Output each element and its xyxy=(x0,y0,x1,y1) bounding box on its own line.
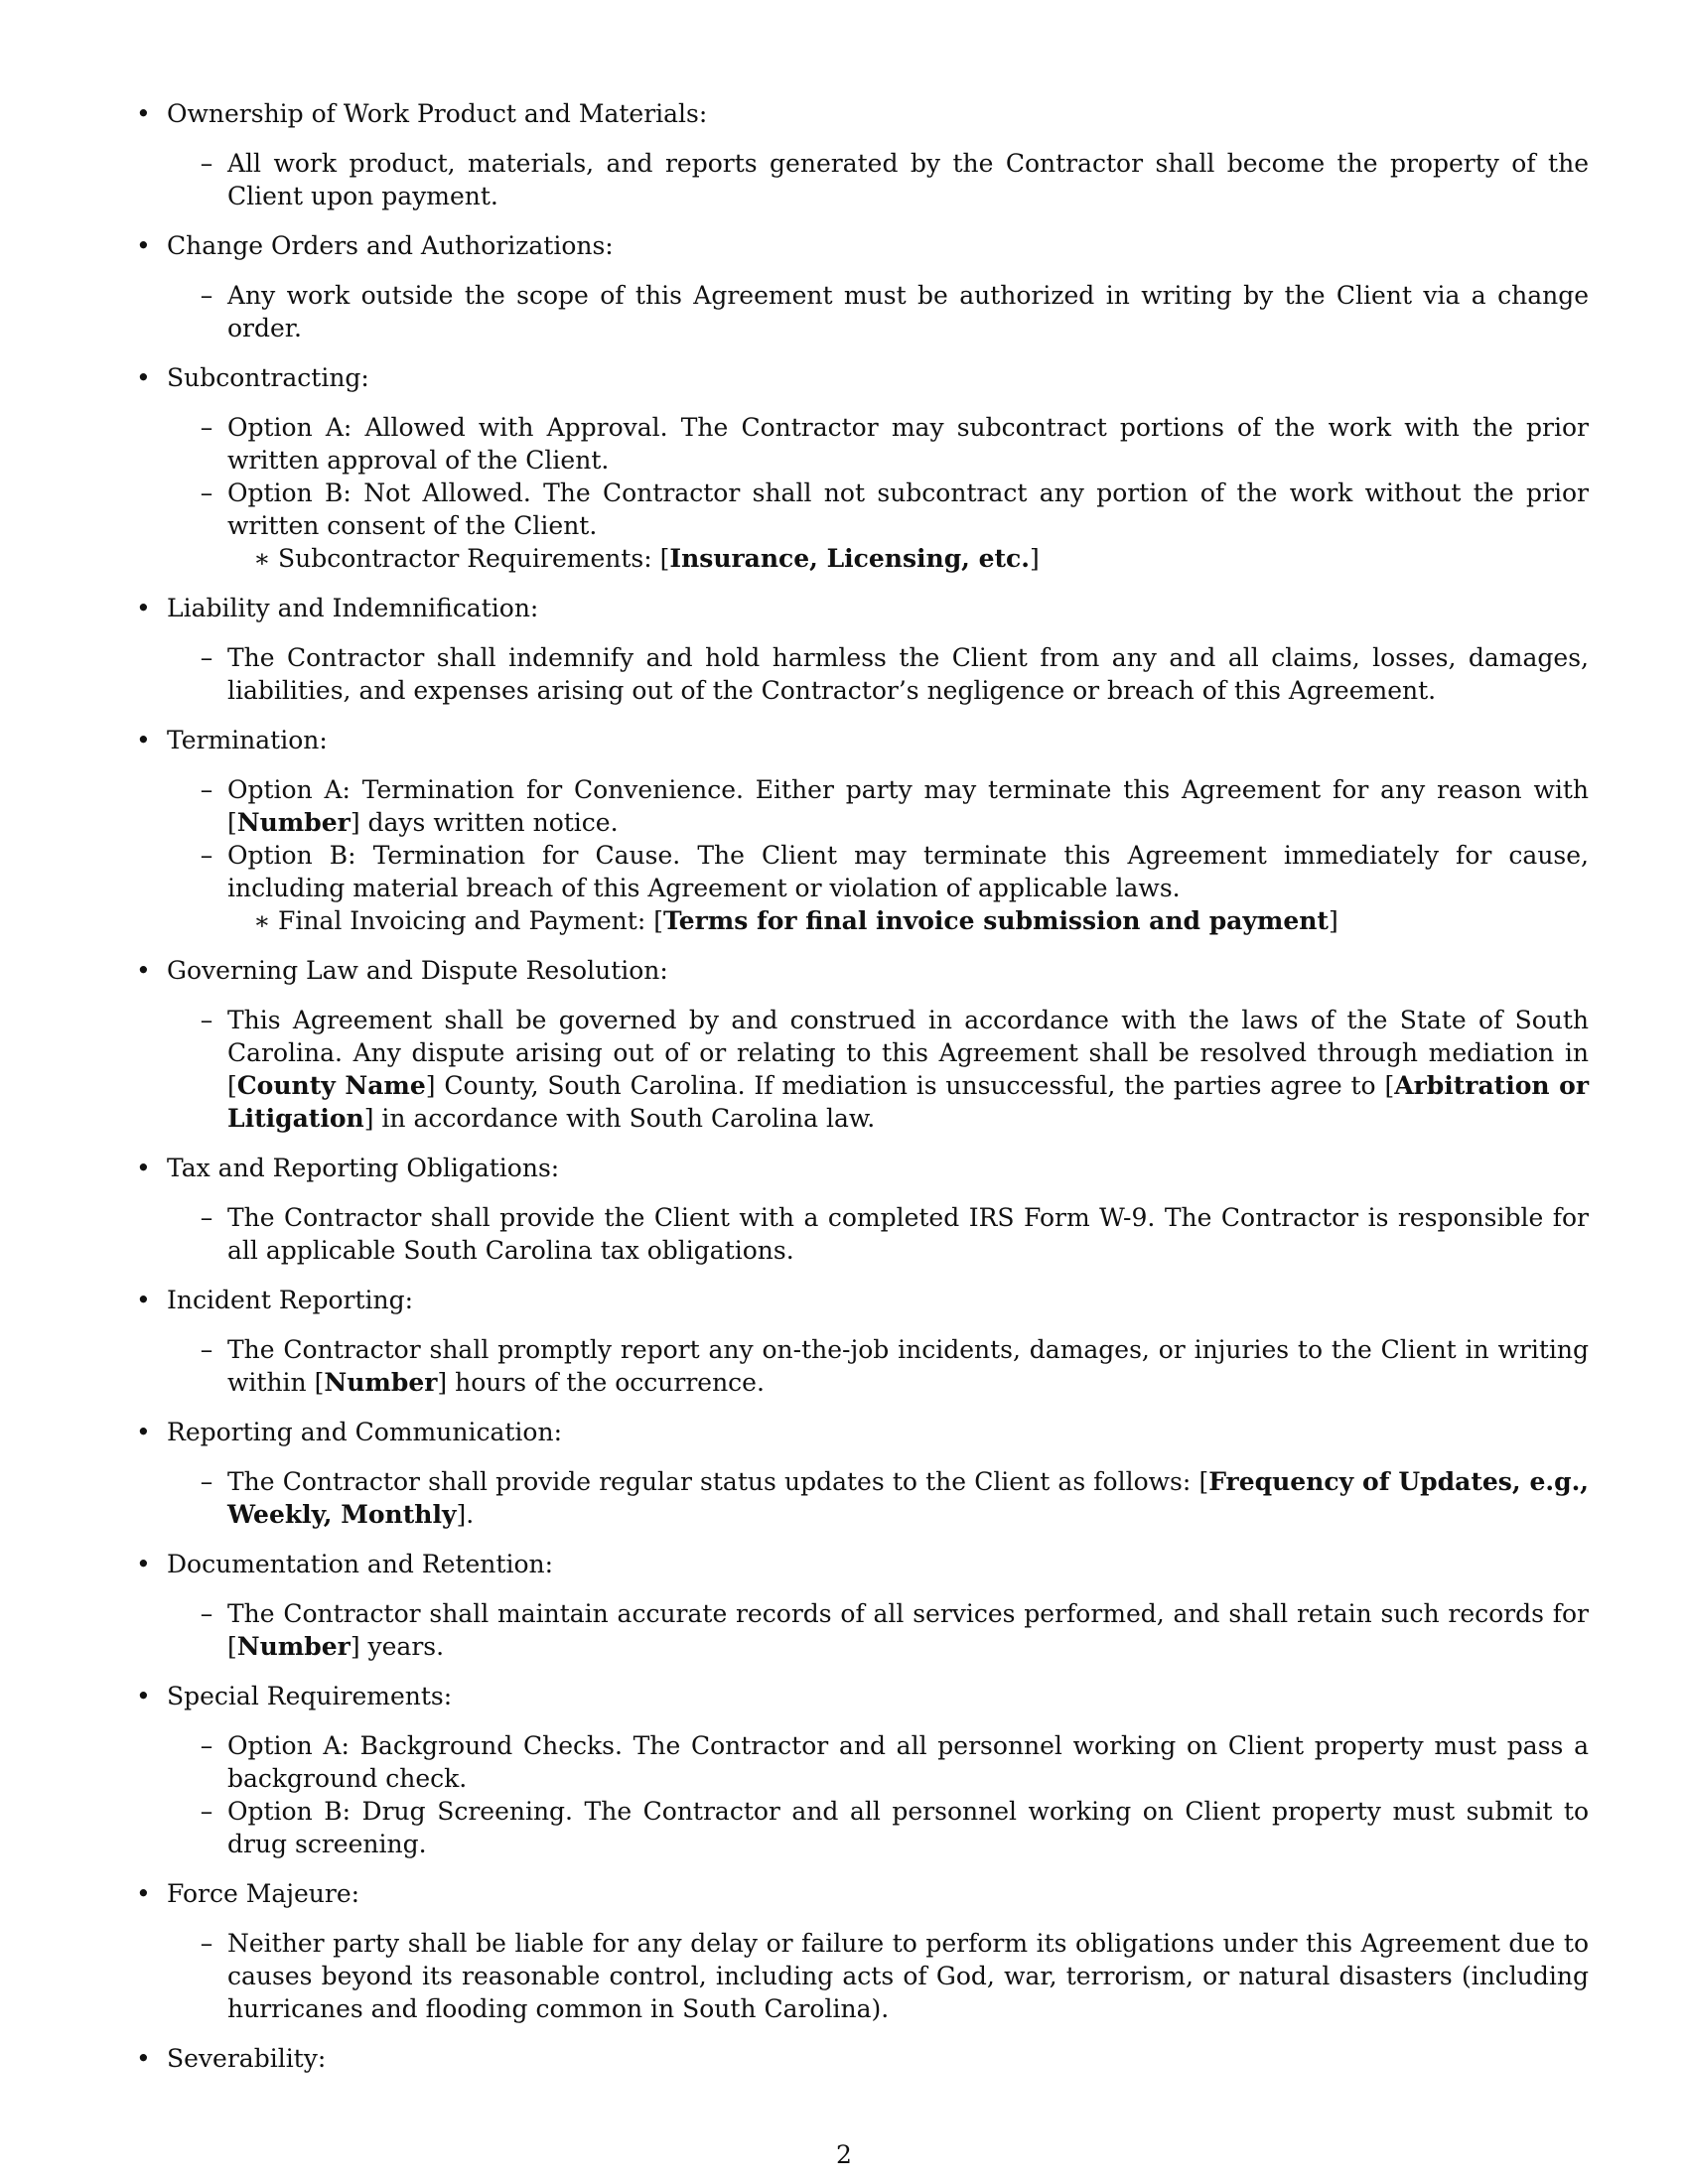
clause-text: Option B: Not Allowed. The Contractor shall not subcontract any portion of the work without the prior written consent of the Client. xyxy=(227,478,1589,540)
dash-icon: – xyxy=(200,1335,213,1364)
clause-text: The Contractor shall promptly report any on-the-job incidents, damages, or injuries to the Client in writing within xyxy=(227,1335,1589,1397)
bullet-icon: • xyxy=(136,594,151,622)
clause-text: Option B: Drug Screening. The Contractor and all personnel working on Client property must submit to drug screening. xyxy=(227,1797,1589,1858)
placeholder-bracket: [ xyxy=(227,1071,237,1100)
bullet-icon: • xyxy=(136,231,151,260)
bullet-icon: • xyxy=(136,1682,151,1710)
section-title: Special Requirements: xyxy=(167,1682,453,1710)
section-termination xyxy=(129,724,1589,937)
dash-icon: – xyxy=(200,1731,213,1760)
placeholder-bracket: [ xyxy=(227,808,237,837)
dash-icon: – xyxy=(200,149,213,178)
document-body xyxy=(129,97,1589,2092)
bullet-icon: • xyxy=(136,363,151,392)
placeholder-bracket: [ xyxy=(314,1368,325,1397)
placeholder-field: Number xyxy=(324,1368,438,1397)
placeholder-field: County Name xyxy=(236,1071,426,1100)
clause-text: All work product, materials, and reports generated by the Contractor shall become the property of the Client upon payment. xyxy=(227,149,1589,210)
section-title: Liability and Indemnification: xyxy=(167,594,539,622)
bullet-icon: • xyxy=(136,726,151,754)
clause-text: Any work outside the scope of this Agreement must be authorized in writing by the Client via a change order. xyxy=(227,281,1589,342)
placeholder-bracket: [ xyxy=(653,906,663,935)
nested-list-item xyxy=(167,542,1589,575)
section-subcontracting xyxy=(129,361,1589,575)
list-item xyxy=(167,1927,1589,2025)
bullet-icon: • xyxy=(136,99,151,128)
list-item xyxy=(167,773,1589,839)
list-item xyxy=(167,1795,1589,1860)
section-force-majeure xyxy=(129,1877,1589,2025)
list-item xyxy=(167,279,1589,344)
dash-icon: – xyxy=(200,413,213,442)
clause-text: This Agreement shall be governed by and construed in accordance with the laws of the State of South Carolina. Any dispute arising out of or relating to this Agreement shall be resolved through mediation in xyxy=(227,1006,1589,1067)
bullet-icon: • xyxy=(136,2044,151,2073)
clause-text: ] in accordance with South Carolina law. xyxy=(363,1104,876,1133)
list-item xyxy=(167,147,1589,212)
placeholder-bracket: [ xyxy=(227,1632,237,1661)
dash-icon: – xyxy=(200,1929,213,1958)
dash-icon: – xyxy=(200,1006,213,1034)
bullet-icon: • xyxy=(136,1286,151,1314)
placeholder-bracket: [ xyxy=(1198,1467,1209,1496)
clause-text: Option A: Termination for Convenience. Either party may terminate this Agreement for any reason with xyxy=(227,775,1589,804)
clause-text: Option A: Allowed with Approval. The Contractor may subcontract portions of the work with the prior written approval of the Client. xyxy=(227,413,1589,475)
clause-text: Option B: Termination for Cause. The Client may terminate this Agreement immediately for cause, including material breach of this Agreement or violation of applicable laws. xyxy=(227,841,1589,902)
clause-text: Neither party shall be liable for any delay or failure to perform its obligations under this Agreement due to causes beyond its reasonable control, including acts of God, war, terrorism, or natural disasters (including hurricanes and flooding common in South Carolina). xyxy=(227,1929,1589,2023)
dash-icon: – xyxy=(200,281,213,310)
list-item xyxy=(167,1333,1589,1399)
section-title: Tax and Reporting Obligations: xyxy=(167,1154,560,1182)
section-tax-reporting xyxy=(129,1152,1589,1267)
placeholder-bracket: ] xyxy=(1029,544,1040,573)
page-number: 2 xyxy=(836,2140,852,2169)
section-title: Subcontracting: xyxy=(167,363,369,392)
clause-text: Subcontractor Requirements: xyxy=(278,544,660,573)
clause-text: ] days written notice. xyxy=(350,808,619,837)
section-title: Termination: xyxy=(167,726,328,754)
list-item xyxy=(167,411,1589,477)
asterisk-icon: ∗ xyxy=(253,544,271,573)
bullet-icon: • xyxy=(136,1418,151,1446)
section-governing-law xyxy=(129,954,1589,1135)
list-item xyxy=(167,1597,1589,1663)
clause-text: ] years. xyxy=(350,1632,445,1661)
placeholder-field: Number xyxy=(236,1632,351,1661)
section-documentation xyxy=(129,1548,1589,1663)
dash-icon: – xyxy=(200,1467,213,1496)
section-special-requirements xyxy=(129,1680,1589,1860)
clause-text: ] hours of the occurrence. xyxy=(437,1368,765,1397)
clause-text: ]. xyxy=(456,1500,475,1529)
dash-icon: – xyxy=(200,841,213,870)
section-title: Change Orders and Authorizations: xyxy=(167,231,614,260)
list-item xyxy=(167,641,1589,707)
clause-text: The Contractor shall maintain accurate records of all services performed, and shall retain such records for xyxy=(227,1599,1589,1628)
list-item xyxy=(167,1004,1589,1135)
clause-text: The Contractor shall provide the Client with a completed IRS Form W-9. The Contractor is responsible for all applicable South Carolina tax obligations. xyxy=(227,1203,1589,1265)
section-reporting-communication xyxy=(129,1416,1589,1531)
placeholder-field: Insurance, Licensing, etc. xyxy=(669,544,1030,573)
placeholder-bracket: [ xyxy=(1384,1071,1395,1100)
clause-text: Option A: Background Checks. The Contractor and all personnel working on Client property must pass a background check. xyxy=(227,1731,1589,1793)
clause-text: The Contractor shall provide regular status updates to the Client as follows: xyxy=(227,1467,1199,1496)
section-liability xyxy=(129,592,1589,707)
bullet-icon: • xyxy=(136,1879,151,1908)
clause-text: Final Invoicing and Payment: xyxy=(278,906,654,935)
dash-icon: – xyxy=(200,478,213,507)
asterisk-icon: ∗ xyxy=(253,906,271,935)
section-title: Incident Reporting: xyxy=(167,1286,414,1314)
dash-icon: – xyxy=(200,1797,213,1826)
bullet-icon: • xyxy=(136,956,151,985)
dash-icon: – xyxy=(200,1203,213,1232)
placeholder-field: Arbitration or Litigation xyxy=(227,1071,1589,1133)
clause-text: The Contractor shall indemnify and hold harmless the Client from any and all claims, losses, damages, liabilities, and expenses arising out of the Contractor’s negligence or breach of this Agreement. xyxy=(227,643,1589,705)
list-item xyxy=(167,1729,1589,1795)
section-change-orders xyxy=(129,229,1589,344)
section-ownership xyxy=(129,97,1589,212)
section-title: Ownership of Work Product and Materials: xyxy=(167,99,708,128)
dash-icon: – xyxy=(200,643,213,672)
section-title: Force Majeure: xyxy=(167,1879,360,1908)
placeholder-bracket: [ xyxy=(659,544,670,573)
placeholder-field: Number xyxy=(236,808,351,837)
list-item xyxy=(167,1201,1589,1267)
placeholder-field: Frequency of Updates, e.g., Weekly, Monthly xyxy=(227,1467,1589,1529)
bullet-icon: • xyxy=(136,1154,151,1182)
list-item xyxy=(167,839,1589,904)
list-item xyxy=(167,477,1589,542)
placeholder-bracket: ] xyxy=(1329,906,1338,935)
section-title: Severability: xyxy=(167,2044,327,2073)
section-severability xyxy=(129,2042,1589,2075)
dash-icon: – xyxy=(200,775,213,804)
dash-icon: – xyxy=(200,1599,213,1628)
list-item xyxy=(167,1465,1589,1531)
section-title: Reporting and Communication: xyxy=(167,1418,562,1446)
section-title: Governing Law and Dispute Resolution: xyxy=(167,956,668,985)
section-incident-reporting xyxy=(129,1284,1589,1399)
placeholder-field: Terms for final invoice submission and payment xyxy=(662,906,1329,935)
clause-text: ] County, South Carolina. If mediation is unsuccessful, the parties agree to xyxy=(425,1071,1385,1100)
nested-list-item xyxy=(167,904,1589,937)
bullet-icon: • xyxy=(136,1550,151,1578)
section-title: Documentation and Retention: xyxy=(167,1550,554,1578)
